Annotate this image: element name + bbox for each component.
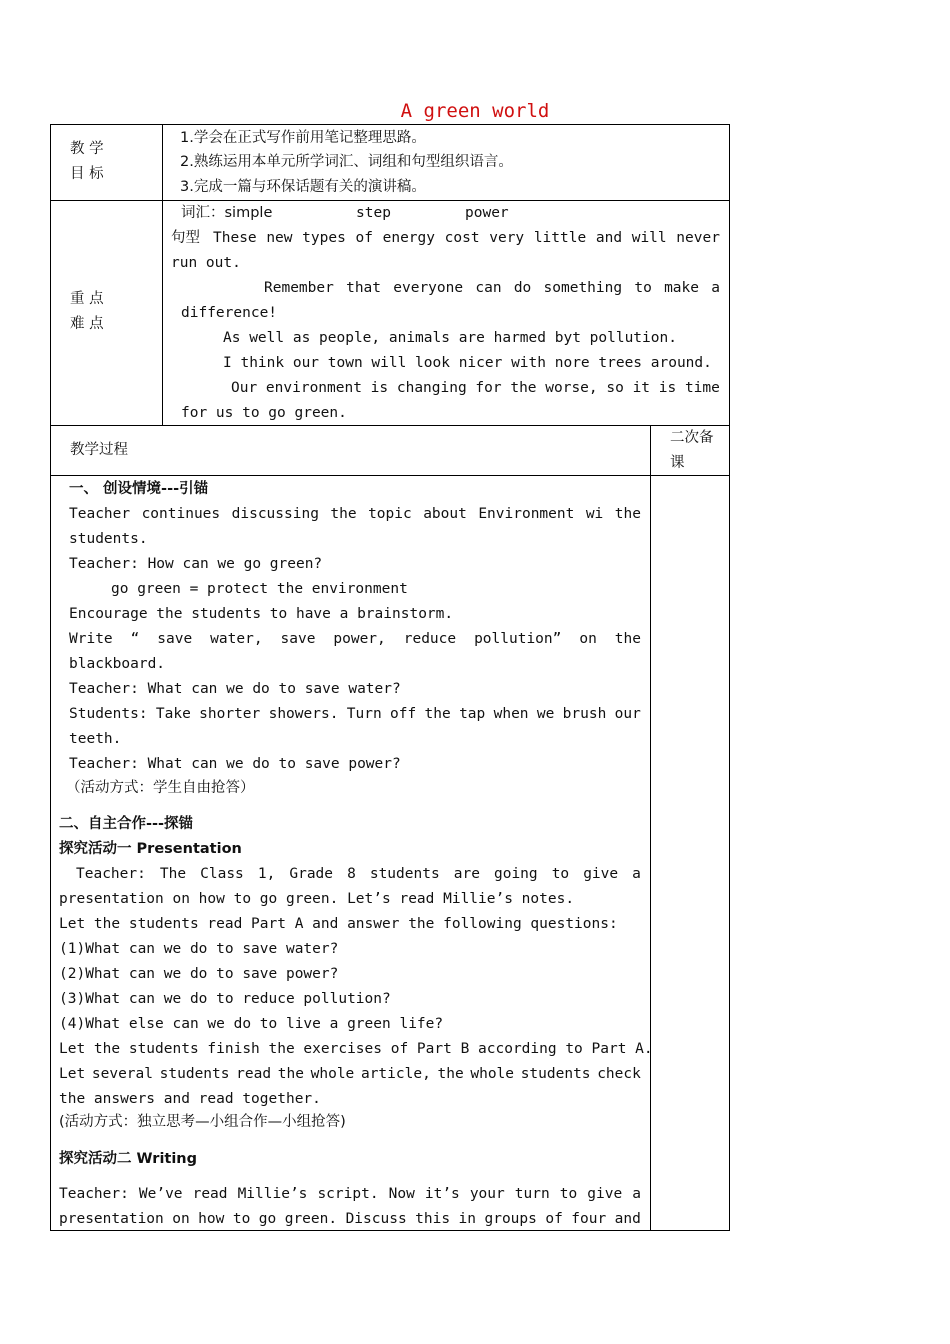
word: give bbox=[587, 1186, 623, 1202]
word: Turn bbox=[346, 706, 382, 722]
word: Class bbox=[200, 866, 244, 882]
word: students bbox=[369, 866, 440, 882]
word: a bbox=[632, 1186, 641, 1202]
word: several bbox=[91, 1066, 153, 1082]
word: topic bbox=[368, 506, 412, 522]
vocab-label: 词汇：simple bbox=[181, 205, 273, 221]
word: environment bbox=[265, 380, 362, 396]
word: energy bbox=[382, 230, 435, 246]
word: script. bbox=[317, 1186, 379, 1202]
word: go bbox=[258, 1211, 277, 1227]
vocab-word: power bbox=[465, 205, 509, 221]
objectives-label-2: 目 标 bbox=[70, 166, 104, 182]
sentence-line: for us to go green. bbox=[181, 405, 347, 421]
paragraph-line bbox=[59, 1182, 641, 1207]
process-header: 教学过程 bbox=[70, 442, 128, 458]
key-points-label-1: 重 点 bbox=[70, 291, 104, 307]
word: to bbox=[559, 1186, 578, 1202]
sentence-line bbox=[231, 376, 720, 401]
word: whole bbox=[310, 1066, 355, 1082]
word: students bbox=[159, 1066, 230, 1082]
word: Teacher: bbox=[76, 866, 146, 882]
pattern-label: 句型 bbox=[171, 230, 200, 246]
word: are bbox=[453, 866, 480, 882]
word: cost bbox=[444, 230, 480, 246]
objective-item-2: 2.熟练运用本单元所学词汇、词组和句型组织语言。 bbox=[180, 154, 513, 170]
word: Teacher bbox=[69, 506, 131, 522]
word: little bbox=[533, 230, 587, 246]
word: a bbox=[632, 866, 641, 882]
word: check bbox=[597, 1066, 641, 1082]
side-header-2: 课 bbox=[670, 455, 685, 471]
word: it bbox=[632, 380, 651, 396]
paragraph-line: Let the students finish the exercises of Part B according to Part A. bbox=[59, 1041, 653, 1057]
side-header-1: 二次备 bbox=[670, 430, 714, 446]
word: groups bbox=[484, 1211, 537, 1227]
sentence-line: As well as people, animals are harmed byt pollution. bbox=[223, 330, 677, 346]
word: how bbox=[198, 1211, 225, 1227]
objective-item-1: 1.学会在正式写作前用笔记整理思路。 bbox=[180, 130, 426, 146]
word: a bbox=[711, 280, 720, 296]
word: the bbox=[277, 1066, 304, 1082]
objectives-label-1: 教 学 bbox=[70, 141, 104, 157]
word: is bbox=[658, 380, 677, 396]
section-title: 一、 创设情境---引锚 bbox=[69, 481, 209, 497]
word: and bbox=[614, 1211, 641, 1227]
word: our bbox=[614, 706, 641, 722]
activity-title: 探究活动二 Writing bbox=[59, 1151, 198, 1167]
word: give bbox=[583, 866, 619, 882]
word: reduce bbox=[403, 631, 457, 647]
paragraph-line: teeth. bbox=[69, 731, 122, 747]
word: Write bbox=[69, 631, 113, 647]
row-divider-3 bbox=[50, 475, 730, 476]
word: Discuss bbox=[345, 1211, 407, 1227]
word: read bbox=[236, 1066, 272, 1082]
word: Millie’s bbox=[237, 1186, 308, 1202]
paragraph-line bbox=[59, 1062, 641, 1087]
word: whole bbox=[470, 1066, 515, 1082]
sentence-line: difference! bbox=[181, 305, 278, 321]
word: continues bbox=[141, 506, 221, 522]
word: never bbox=[676, 230, 720, 246]
section-title: 二、自主合作---探锚 bbox=[59, 816, 194, 832]
word: tap bbox=[459, 706, 486, 722]
word: the bbox=[330, 506, 357, 522]
paragraph-line: Encourage the students to have a brainstorm. bbox=[69, 606, 454, 622]
word: and bbox=[595, 230, 623, 246]
key-points-label-2: 难 点 bbox=[70, 316, 104, 332]
word: very bbox=[489, 230, 525, 246]
activity-title: 探究活动一 Presentation bbox=[59, 841, 242, 857]
word: green. bbox=[284, 1211, 338, 1227]
word: showers. bbox=[268, 706, 339, 722]
word: “ bbox=[130, 631, 140, 647]
word: discussing bbox=[231, 506, 319, 522]
word: brush bbox=[562, 706, 607, 722]
word: we bbox=[536, 706, 555, 722]
paragraph-line: students. bbox=[69, 531, 148, 547]
word: new bbox=[266, 230, 293, 246]
word: worse, bbox=[545, 380, 598, 396]
word: to bbox=[232, 1211, 251, 1227]
word: power, bbox=[333, 631, 386, 647]
word: that bbox=[346, 280, 382, 296]
word: in bbox=[458, 1211, 477, 1227]
word: save bbox=[280, 631, 316, 647]
paragraph-line: Teacher: What can we do to save water? bbox=[69, 681, 401, 697]
word: of bbox=[545, 1211, 563, 1227]
sentence-line: I think our town will look nicer with nore trees around. bbox=[223, 355, 712, 371]
word: for bbox=[475, 380, 502, 396]
paragraph-line: presentation on how to go green. Let’s read Millie’s notes. bbox=[59, 891, 575, 907]
word: when bbox=[493, 706, 529, 722]
word: the bbox=[424, 706, 451, 722]
question-item: (4)What else can we do to live a green life? bbox=[59, 1016, 444, 1032]
question-item: (1)What can we do to save water? bbox=[59, 941, 339, 957]
word: article, bbox=[360, 1066, 431, 1082]
question-item: (2)What can we do to save power? bbox=[59, 966, 339, 982]
word: on bbox=[579, 631, 597, 647]
word: the bbox=[437, 1066, 464, 1082]
word: 8 bbox=[347, 866, 356, 882]
word: wi bbox=[585, 506, 604, 522]
paragraph-line bbox=[69, 627, 641, 652]
word: everyone bbox=[393, 280, 464, 296]
paragraph-line: Teacher: What can we do to save power? bbox=[69, 756, 401, 772]
word: about bbox=[423, 506, 467, 522]
word: the bbox=[614, 631, 641, 647]
word: the bbox=[614, 506, 641, 522]
word: to bbox=[634, 280, 652, 296]
activity-mode: (活动方式：独立思考—小组合作—小组抢答) bbox=[59, 1114, 346, 1130]
document-title: A green world bbox=[400, 100, 550, 122]
word: Teacher: bbox=[59, 1186, 129, 1202]
table-border-left bbox=[50, 124, 51, 1231]
paragraph-line: blackboard. bbox=[69, 656, 166, 672]
word: so bbox=[606, 380, 624, 396]
activity-mode: （活动方式：学生自由抢答） bbox=[66, 780, 255, 796]
word: water, bbox=[210, 631, 263, 647]
word: on bbox=[172, 1211, 190, 1227]
word: The bbox=[159, 866, 187, 882]
paragraph-line: go green = protect the environment bbox=[111, 581, 408, 597]
word: Students: bbox=[69, 706, 148, 722]
word: Let bbox=[59, 1066, 86, 1082]
word: can bbox=[475, 280, 502, 296]
word: Remember bbox=[264, 280, 334, 296]
word: going bbox=[493, 866, 538, 882]
word: Our bbox=[231, 380, 258, 396]
word: the bbox=[510, 380, 537, 396]
paragraph-line bbox=[69, 502, 641, 527]
word: of bbox=[355, 230, 373, 246]
word: it’s bbox=[424, 1186, 460, 1202]
word: this bbox=[415, 1211, 451, 1227]
paragraph-line: Teacher: How can we go green? bbox=[69, 556, 323, 572]
word: turn bbox=[514, 1186, 550, 1202]
word: time bbox=[684, 380, 720, 396]
word: off bbox=[390, 706, 417, 722]
row-divider-2 bbox=[50, 425, 730, 426]
word: read bbox=[192, 1186, 228, 1202]
word: pollution” bbox=[474, 631, 562, 647]
word: is bbox=[370, 380, 389, 396]
question-item: (3)What can we do to reduce pollution? bbox=[59, 991, 391, 1007]
sentence-line: run out. bbox=[171, 255, 241, 271]
label-column-divider bbox=[162, 124, 163, 426]
word: These bbox=[213, 230, 257, 246]
paragraph-line: the answers and read together. bbox=[59, 1091, 321, 1107]
word: Environment bbox=[478, 506, 575, 522]
side-column-divider bbox=[650, 425, 651, 1231]
sentence-line bbox=[264, 276, 720, 301]
table-border-top bbox=[50, 124, 730, 125]
word: students bbox=[520, 1066, 591, 1082]
sentence-line bbox=[213, 226, 720, 251]
word: shorter bbox=[199, 706, 261, 722]
paragraph-line bbox=[69, 702, 641, 727]
objective-item-3: 3.完成一篇与环保话题有关的演讲稿。 bbox=[180, 179, 426, 195]
word: your bbox=[469, 1186, 505, 1202]
paragraph-line bbox=[59, 1207, 641, 1232]
table-border-right bbox=[729, 124, 730, 1231]
word: Take bbox=[155, 706, 191, 722]
vocab-word: step bbox=[356, 205, 391, 221]
word: do bbox=[513, 280, 532, 296]
word: changing bbox=[396, 380, 467, 396]
word: make bbox=[664, 280, 699, 296]
word: We’ve bbox=[138, 1186, 183, 1202]
word: will bbox=[631, 230, 667, 246]
word: types bbox=[302, 230, 346, 246]
word: Now bbox=[388, 1186, 415, 1202]
paragraph-line: Let the students read Part A and answer the following questions: bbox=[59, 916, 618, 932]
paragraph-line bbox=[76, 862, 641, 887]
word: presentation bbox=[59, 1211, 164, 1227]
word: something bbox=[543, 280, 623, 296]
word: Grade bbox=[289, 866, 334, 882]
word: 1, bbox=[257, 866, 276, 882]
word: four bbox=[571, 1211, 607, 1227]
word: to bbox=[551, 866, 570, 882]
word: save bbox=[157, 631, 193, 647]
